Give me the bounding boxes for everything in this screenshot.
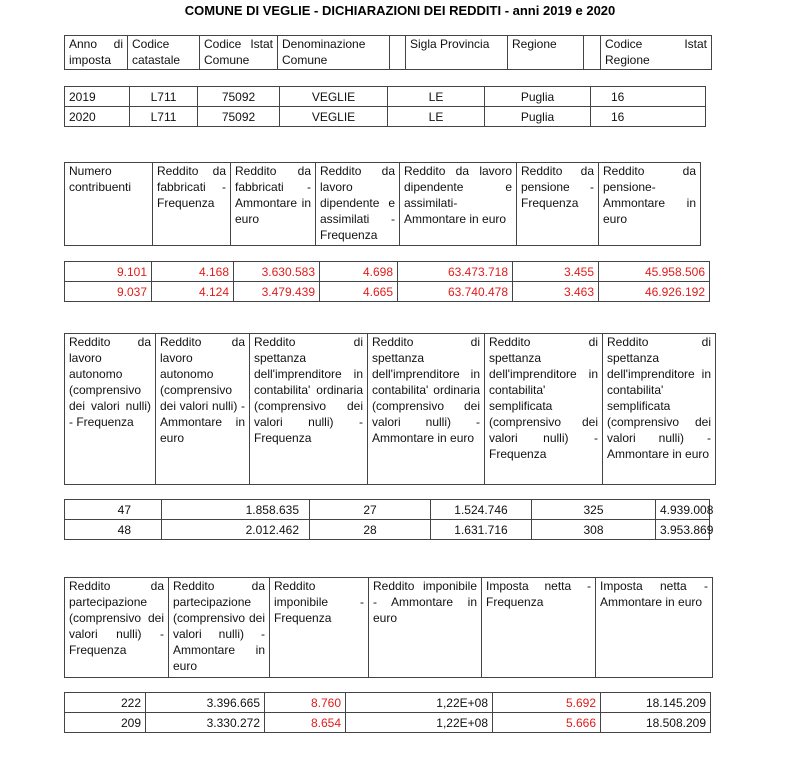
table-cell: 16: [591, 87, 706, 107]
header-semplificata-ammontare: Reddito di spettanza dell'imprenditore in contabilita' semplificata (comprensivo dei valori nulli) - Ammontare in euro: [603, 334, 716, 485]
header-sigla-provincia: Sigla Provincia: [406, 36, 508, 70]
header-codice-istat-regione: Codice Istat Regione: [601, 36, 712, 70]
header-pensione-ammontare: Reddito da pensione- Ammontare in euro: [599, 163, 701, 246]
header-dipendente-ammontare: Reddito da lavoro dipendente e assimilati- Ammontare in euro: [400, 163, 517, 246]
table-row: [65, 262, 710, 282]
header-partecipazione-ammontare: Reddito da partecipazione (comprensivo dei valori nulli) - Ammontare in euro: [169, 578, 270, 678]
table-cell: 2020: [65, 107, 130, 127]
table-row: [65, 693, 711, 713]
table-cell: 3.630.583: [234, 262, 320, 282]
table-cell: 3.463: [513, 282, 599, 302]
table-cell: 3.455: [513, 262, 599, 282]
table-cell: 75092: [198, 87, 280, 107]
table-cell: 45.958.506: [599, 262, 710, 282]
header-regione: Regione: [508, 36, 584, 70]
table-cell: 3.953.869: [656, 520, 710, 540]
table-cell: Puglia: [485, 87, 591, 107]
table2-rows: [64, 261, 710, 302]
table-cell: 48: [65, 520, 162, 540]
table-cell: 325: [532, 500, 656, 520]
table-cell: 4.939.008: [656, 500, 710, 520]
header-fabbricati-ammontare: Reddito da fabbricati - Ammontare in euro: [231, 163, 316, 246]
header-numero-contribuenti: Numero contribuenti: [65, 163, 153, 246]
table-cell: 5.692: [493, 693, 601, 713]
header-codice-catastale: Codice catastale: [128, 36, 200, 70]
table1-rows: [64, 86, 706, 127]
table-cell: 9.037: [65, 282, 152, 302]
table-cell: 16: [591, 107, 706, 127]
table-cell: 63.473.718: [398, 262, 513, 282]
table-cell: VEGLIE: [280, 87, 388, 107]
table-cell: 75092: [198, 107, 280, 127]
table-cell: 18.145.209: [601, 693, 711, 713]
header-denominazione-comune: Denominazione Comune: [278, 36, 390, 70]
table-row: [65, 520, 710, 540]
table-cell: 27: [310, 500, 431, 520]
table-cell: 47: [65, 500, 162, 520]
table-cell: 9.101: [65, 262, 152, 282]
header-imponibile-frequenza: Reddito imponibile - Frequenza: [270, 578, 369, 678]
table-cell: 3.479.439: [234, 282, 320, 302]
table-cell: LE: [388, 107, 485, 127]
table-cell: 28: [310, 520, 431, 540]
table-cell: 8.760: [265, 693, 346, 713]
table-cell: Puglia: [485, 107, 591, 127]
header-dipendente-frequenza: Reddito da lavoro dipendente e assimilati - Frequenza: [316, 163, 400, 246]
table-row: [65, 713, 711, 733]
table-cell: 3.396.665: [146, 693, 265, 713]
table-row: [65, 87, 706, 107]
table3-header: [64, 333, 716, 485]
header-ordinaria-frequenza: Reddito di spettanza dell'imprenditore in contabilita' ordinaria (comprensivo dei valori nulli) - Frequenza: [250, 334, 368, 485]
header-fabbricati-frequenza: Reddito da fabbricati - Frequenza: [153, 163, 231, 246]
table-cell: 308: [532, 520, 656, 540]
table-cell: 4.698: [320, 262, 398, 282]
header-imposta-ammontare: Imposta netta - Ammontare in euro: [596, 578, 713, 678]
table-cell: 2.012.462: [162, 520, 310, 540]
table-cell: 4.124: [152, 282, 234, 302]
table-cell: 18.508.209: [601, 713, 711, 733]
table4-header: [64, 577, 713, 678]
table1-header: [64, 35, 712, 70]
table-row: [65, 500, 710, 520]
table3-rows: [64, 499, 714, 540]
table-cell: 3.330.272: [146, 713, 265, 733]
table-cell: LE: [388, 87, 485, 107]
table-cell: 222: [65, 693, 146, 713]
header-imponibile-ammontare: Reddito imponibile - Ammontare in euro: [369, 578, 482, 678]
table-cell: 8.654: [265, 713, 346, 733]
table-cell: 4.665: [320, 282, 398, 302]
header-semplificata-frequenza: Reddito di spettanza dell'imprenditore in contabilita' semplificata (comprensivo dei valori nulli) - Frequenza: [485, 334, 603, 485]
table-cell: VEGLIE: [280, 107, 388, 127]
table-cell: 5.666: [493, 713, 601, 733]
table-cell: 1.524.746: [431, 500, 532, 520]
header-ordinaria-ammontare: Reddito di spettanza dell'imprenditore in contabilita' ordinaria (comprensivo dei valori nulli) - Ammontare in euro: [368, 334, 485, 485]
header-codice-istat-comune: Codice Istat Comune: [200, 36, 278, 70]
table-cell: 46.926.192: [599, 282, 710, 302]
table-cell: L711: [130, 87, 198, 107]
header-blank-cell: [390, 36, 406, 70]
table-cell: 209: [65, 713, 146, 733]
header-pensione-frequenza: Reddito da pensione - Frequenza: [517, 163, 599, 246]
header-partecipazione-frequenza: Reddito da partecipazione (comprensivo dei valori nulli) - Frequenza: [65, 578, 169, 678]
table-cell: 1,22E+08: [346, 693, 493, 713]
header-blank-cell: [584, 36, 601, 70]
table-cell: L711: [130, 107, 198, 127]
table-cell: 4.168: [152, 262, 234, 282]
table-cell: 2019: [65, 87, 130, 107]
header-anno-imposta: Anno di imposta: [65, 36, 128, 70]
table2-header: [64, 162, 701, 246]
table4-rows: [64, 692, 711, 733]
header-autonomo-frequenza: Reddito da lavoro autonomo (comprensivo dei valori nulli) - Frequenza: [65, 334, 156, 485]
table-cell: 63.740.478: [398, 282, 513, 302]
table-cell: 1.631.716: [431, 520, 532, 540]
table-row: [65, 107, 706, 127]
table-row: [65, 282, 710, 302]
header-autonomo-ammontare: Reddito da lavoro autonomo (comprensivo dei valori nulli) - Ammontare in euro: [156, 334, 250, 485]
table-cell: 1,22E+08: [346, 713, 493, 733]
table-cell: 1.858.635: [162, 500, 310, 520]
page-title: COMUNE DI VEGLIE - DICHIARAZIONI DEI REDDITI - anni 2019 e 2020: [184, 3, 616, 18]
header-imposta-frequenza: Imposta netta - Frequenza: [482, 578, 596, 678]
